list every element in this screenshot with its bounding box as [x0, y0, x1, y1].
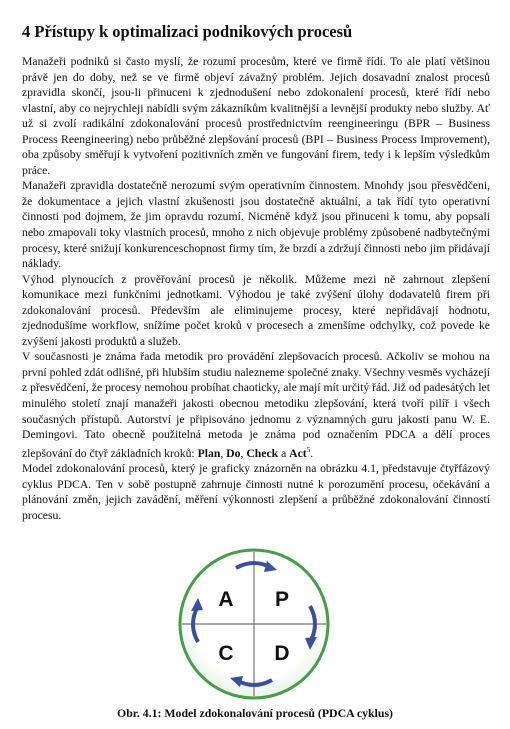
step-check: Check — [246, 446, 279, 460]
step-separator: , — [240, 446, 247, 460]
step-do: Do — [226, 446, 241, 460]
label-plan: P — [274, 588, 290, 611]
label-check: C — [218, 642, 234, 665]
document-page — [22, 22, 490, 523]
step-act: Act — [289, 446, 307, 460]
step-conjunction: a — [278, 446, 290, 460]
pdca-diagram — [174, 546, 334, 706]
chapter-heading: 4 Přístupy k optimalizaci podnikových procesů — [22, 22, 353, 41]
pdca-cycle-graphic — [174, 546, 334, 706]
footnote-marker: 5 — [306, 445, 311, 454]
paragraph-4-text: V současnosti je známa řada metodik pro provádění zlepšovacích procesů. Ačkoliv se mohou na první pohled zdát odlišné, při hlubším studiu nalezneme společné znaky. Všechny vesměs vycházejí z přesvědčení, že procesy nemohou probíhat chaoticky, ale mají mít určitý řád. Již od padesátých let minulého století znají manažeři jakosti obecnou metodiku zlepšování, která tvoří pilíř i všech současných přístupů. Autorství je připisováno jednomu z významných guru jakosti panu W. E. Demingovi. Tato obecně použitelná metoda je známa pod označením PDCA a dělí proces zlepšování do čtyř základních kroků: — [22, 350, 490, 460]
sentence-end: . — [310, 446, 314, 460]
paragraph-1: Manažeři podniků si často myslí, že rozumí procesům, které ve firmě řídí. To ale platí většinou právě jen do doby, než se ve firmě objeví závažný problém. Jejich dosavadní znalost procesů zpravidla skončí, jsou-li přinuceni k zjednodušení nebo zdokonalení procesů, které řídí nebo vlastní, aby co nejrychleji nabídli svým zákazníkům kvalitnější a levnější produkty nebo služby. Ať už si zvolí radikální zdokonalování procesů prostřednictvím reengineeringu (BPR – Business Process Reengineering) nebo průběžné zlepšování procesů (BPI – Business Process Improvement), oba způsoby směřují k vytvoření pozitivních změn ve fungování firem, tedy i k lepším výsledkům práce. — [22, 55, 490, 177]
step-separator: , — [220, 446, 227, 460]
paragraph-4 — [22, 349, 490, 461]
step-plan: Plan — [197, 446, 221, 460]
label-act: A — [218, 588, 234, 611]
figure-caption: Obr. 4.1: Model zdokonalování procesů (PDCA cyklus) — [117, 706, 393, 720]
label-do: D — [274, 642, 290, 665]
paragraph-2: Manažeři zpravidla dostatečně nerozumí svým operativním činnostem. Mnohdy jsou přesvědčeni, že dokumentace a jejich vlastní zkušenosti jsou dostatečně aktuální, a tak řídí tyto operativní činnosti pod dojmem, že jim opravdu rozumí. Nicméně když jsou přinuceni k tomu, aby popsali nebo zmapovali toky vlastních procesů, mnoho z nich objevuje problémy způsobené nadbytečnými procesy, které snižují konkurenceschopnost firmy tím, že brzdí a zdržují činnosti nebo jim přidávají náklady. — [22, 179, 490, 271]
paragraph-5: Model zdokonalování procesů, který je graficky znázorněn na obrázku 4.1, představuje čtyřfázový cyklus PDCA. Ten v sobě postupně zahrnuje činnosti nutné k porozumění procesu, očekávání a plánování změn, jejich zavádění, měření výkonnosti zlepšení a průběžné zdokonalování činností procesu. — [22, 462, 490, 522]
paragraph-3: Výhod plynoucích z prověřování procesů je několik. Můžeme mezi ně zahrnout zlepšení komunikace mezi funkčními jednotkami. Výhodou je také zvýšení úlohy dodavatelů firem při zdokonalování procesů. Především ale eliminujeme procesy, které nepřidávají hodnotu, zjednodušíme workflow, snížíme počet kroků v procesech a zmenšíme odchylky, což povede ke zvýšení jakosti produktů a služeb. — [22, 272, 490, 348]
